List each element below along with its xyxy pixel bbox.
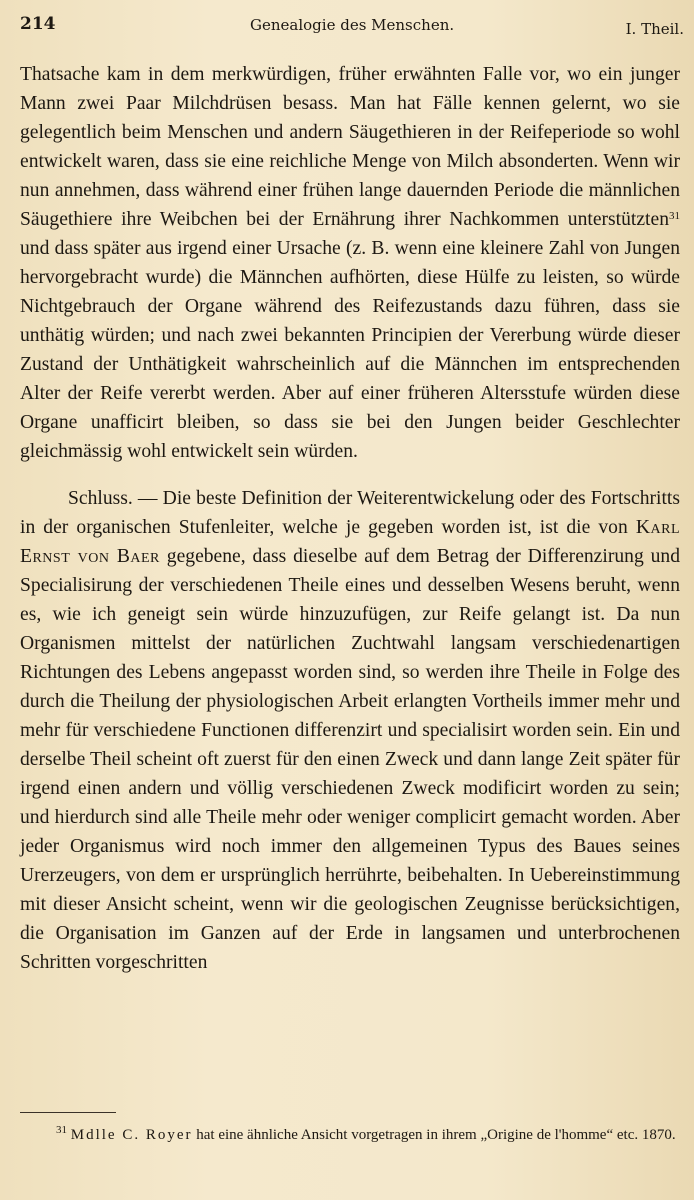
paragraph-schluss <box>20 484 680 977</box>
page-number: 214 <box>20 14 56 34</box>
paragraph-continuation <box>20 60 680 466</box>
part-label: I. Theil. <box>625 20 684 38</box>
footnote-author: Mdlle C. Royer <box>70 1127 193 1143</box>
footnote <box>20 1124 680 1147</box>
footnote-text: hat eine ähnliche Ansicht vorgetragen in ihrem „Origine de l'homme“ etc. 1870. <box>192 1127 676 1143</box>
running-title: Genealogie des Menschen. <box>250 16 455 34</box>
footnote-text-block <box>20 1124 680 1147</box>
body-text <box>20 60 680 977</box>
paragraph-text-end: und dass später aus irgend einer Ursache (z. B. wenn eine kleinere Zahl von Jungen hervorgebracht wurde) die Männchen aufhörten, diese Hülfe zu leisten, so würde Nichtgebrauch der Organe während des Reifezustands dazu führen, dass sie unthätig würden; und nach zwei bekannten Principien der Vererbung würde dieser Zustand der Unthätigkeit wahrscheinlich auf die Männchen im entsprechenden Alter der Reife vererbt werden. Aber auf einer früheren Altersstufe würden diese Organe unafficirt bleiben, so dass sie bei den Jungen beider Geschlechter gleichmässig wohl entwickelt sein würden. <box>20 238 680 462</box>
page-header <box>20 14 684 38</box>
paragraph-text-rest: gegebene, dass dieselbe auf dem Betrag der Differenzirung und Specialisirung der verschiedenen Theile eines und desselben Wesens beruht, wenn es, wie ich geneigt sein würde hinzuzufügen, zur Reife gelangt ist. Da nun Organismen mittelst der natürlichen Zuchtwahl langsam verschiedenartigen Richtungen des Lebens angepasst worden sind, so werden ihre Theile in Folge des durch die Theilung der physiologischen Arbeit erlangten Vortheils immer mehr und mehr für verschiedene Functionen differenzirt und specialisirt worden sein. Ein und derselbe Theil scheint oft zuerst für den einen Zweck und dann lange Zeit später für irgend einen andern und völlig verschiedenen Zweck modificirt worden zu sein; und hierdurch sind alle Theile mehr oder weniger complicirt gemacht worden. Aber jeder Organismus wird noch immer den allgemeinen Typus des Baues seines Urerzeugers, von dem er ursprünglich herrührte, beibehalten. In Uebereinstimmung mit dieser Ansicht scheint, wenn wir die geologischen Zeugnisse berücksichtigen, die Organisation im Ganzen auf der Erde in langsamen und unterbrochenen Schritten vorgeschritten <box>20 546 680 973</box>
footnote-marker: 31 <box>56 1124 67 1136</box>
author-name: Karl Ernst von Baer <box>20 517 680 567</box>
paragraph-text: Thatsache kam in dem merkwürdigen, früher erwähnten Falle vor, wo ein junger Mann zwei Paar Milchdrüsen besass. Man hat Fälle kennen gelernt, wo sie gelegentlich beim Menschen und andern Säugethieren in der Reifeperiode so wohl entwickelt waren, dass sie eine reichliche Menge von Milch absonderten. Wenn wir nun annehmen, dass während einer frühen lange dauernden Periode die männlichen Säugethiere ihre Weibchen bei der Ernährung ihrer Nachkommen unterstützten <box>20 64 680 230</box>
footnote-divider <box>20 1112 116 1113</box>
paragraph-text-start: Schluss. — Die beste Definition der Weiterentwickelung oder des Fortschritts in der organischen Stufenleiter, welche je gegeben worden ist, ist die von <box>20 488 680 538</box>
footnote-reference: 31 <box>669 210 680 222</box>
